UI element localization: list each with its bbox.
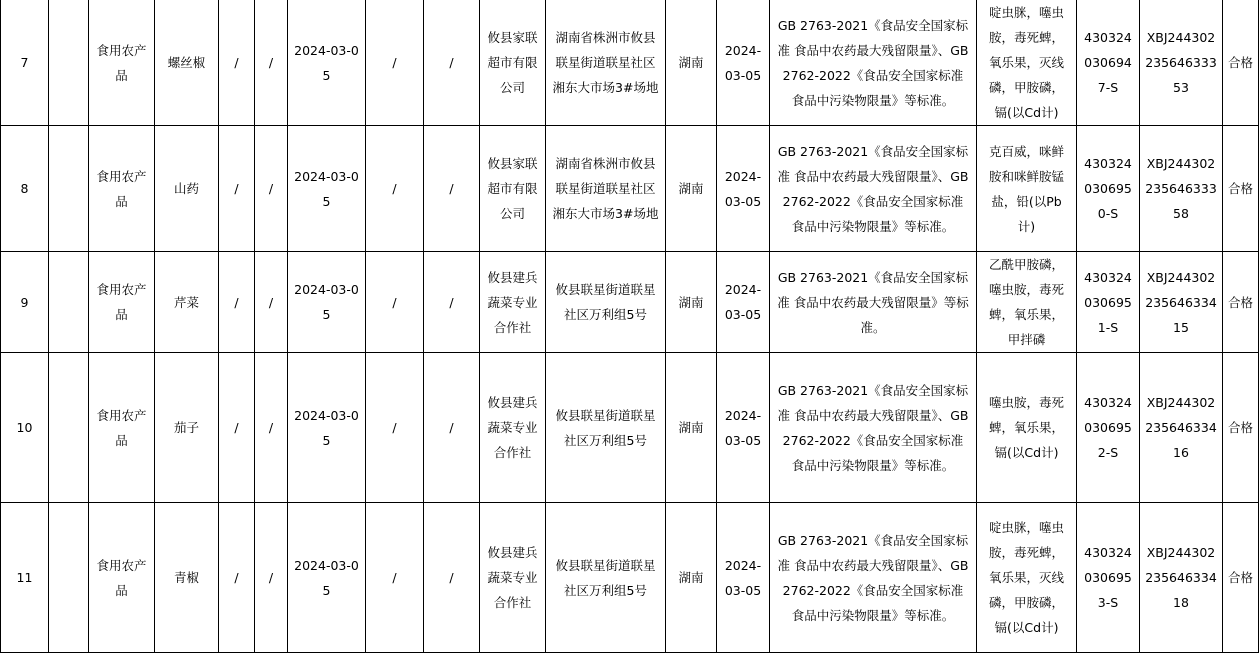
production-date: 2024-03-05	[288, 353, 366, 503]
inspection-standard: GB 2763-2021《食品安全国家标准 食品中农药最大残留限量》、GB 2762-2022《食品安全国家标准 食品中污染物限量》等标准。	[770, 353, 977, 503]
province: 湖南	[666, 0, 717, 126]
row-index: 7	[1, 0, 49, 126]
product-category: 食用农产品	[89, 126, 155, 252]
report-number: 4303240306951-S	[1077, 252, 1140, 353]
sampled-address: 攸县联星街道联星社区万利组5号	[546, 503, 666, 653]
sample-date: 2024-03-05	[717, 252, 770, 353]
sampled-company: 攸县建兵蔬菜专业合作社	[480, 353, 546, 503]
sampled-address: 攸县联星街道联星社区万利组5号	[546, 252, 666, 353]
sample-date: 2024-03-05	[717, 503, 770, 653]
sampled-company: 攸县家联超市有限公司	[480, 0, 546, 126]
brand-cell: /	[255, 126, 288, 252]
report-number: 4303240306950-S	[1077, 126, 1140, 252]
result: 合格	[1223, 0, 1259, 126]
product-category: 食用农产品	[89, 252, 155, 353]
empty-cell	[49, 252, 89, 353]
report-number: 4303240306952-S	[1077, 353, 1140, 503]
inspection-items: 啶虫脒，噻虫胺，毒死蜱，氧乐果，灭线磷，甲胺磷，镉(以Cd计)	[977, 0, 1077, 126]
sampled-company: 攸县建兵蔬菜专业合作社	[480, 252, 546, 353]
inspection-standard: GB 2763-2021《食品安全国家标准 食品中农药最大残留限量》、GB 2762-2022《食品安全国家标准 食品中污染物限量》等标准。	[770, 0, 977, 126]
sample-number: XBJ24430223564633415	[1140, 252, 1223, 353]
manufacturer-address-cell: /	[424, 0, 480, 126]
product-name: 螺丝椒	[155, 0, 219, 126]
spec-cell: /	[219, 252, 255, 353]
production-date: 2024-03-05	[288, 126, 366, 252]
province: 湖南	[666, 252, 717, 353]
sampled-address: 湖南省株洲市攸县联星街道联星社区湘东大市场3#场地	[546, 126, 666, 252]
sampled-company: 攸县家联超市有限公司	[480, 126, 546, 252]
manufacturer-cell: /	[366, 353, 424, 503]
result: 合格	[1223, 126, 1259, 252]
province: 湖南	[666, 503, 717, 653]
spec-cell: /	[219, 126, 255, 252]
inspection-standard: GB 2763-2021《食品安全国家标准 食品中农药最大残留限量》、GB 2762-2022《食品安全国家标准 食品中污染物限量》等标准。	[770, 503, 977, 653]
product-category: 食用农产品	[89, 503, 155, 653]
inspection-items: 啶虫脒，噻虫胺，毒死蜱，氧乐果，灭线磷，甲胺磷，镉(以Cd计)	[977, 503, 1077, 653]
manufacturer-address-cell: /	[424, 126, 480, 252]
province: 湖南	[666, 126, 717, 252]
report-number: 4303240306947-S	[1077, 0, 1140, 126]
manufacturer-cell: /	[366, 503, 424, 653]
brand-cell: /	[255, 0, 288, 126]
sample-date: 2024-03-05	[717, 126, 770, 252]
product-category: 食用农产品	[89, 0, 155, 126]
empty-cell	[49, 0, 89, 126]
sample-number: XBJ24430223564633416	[1140, 353, 1223, 503]
manufacturer-address-cell: /	[424, 252, 480, 353]
manufacturer-address-cell: /	[424, 353, 480, 503]
sampled-address: 攸县联星街道联星社区万利组5号	[546, 353, 666, 503]
sampled-company: 攸县建兵蔬菜专业合作社	[480, 503, 546, 653]
product-category: 食用农产品	[89, 353, 155, 503]
inspection-standard: GB 2763-2021《食品安全国家标准 食品中农药最大残留限量》、GB 2762-2022《食品安全国家标准 食品中污染物限量》等标准。	[770, 126, 977, 252]
row-index: 8	[1, 126, 49, 252]
product-name: 山药	[155, 126, 219, 252]
production-date: 2024-03-05	[288, 0, 366, 126]
product-name: 茄子	[155, 353, 219, 503]
brand-cell: /	[255, 252, 288, 353]
manufacturer-cell: /	[366, 126, 424, 252]
production-date: 2024-03-05	[288, 252, 366, 353]
result: 合格	[1223, 503, 1259, 653]
sample-date: 2024-03-05	[717, 0, 770, 126]
sample-date: 2024-03-05	[717, 353, 770, 503]
sample-number: XBJ24430223564633418	[1140, 503, 1223, 653]
empty-cell	[49, 503, 89, 653]
inspection-standard: GB 2763-2021《食品安全国家标准 食品中农药最大残留限量》等标准。	[770, 252, 977, 353]
product-name: 青椒	[155, 503, 219, 653]
spec-cell: /	[219, 0, 255, 126]
result: 合格	[1223, 353, 1259, 503]
row-index: 10	[1, 353, 49, 503]
report-number: 4303240306953-S	[1077, 503, 1140, 653]
result: 合格	[1223, 252, 1259, 353]
table-row	[1, 126, 1259, 252]
sampled-address: 湖南省株洲市攸县联星街道联星社区湘东大市场3#场地	[546, 0, 666, 126]
table-row	[1, 0, 1259, 126]
table-row	[1, 353, 1259, 503]
spec-cell: /	[219, 353, 255, 503]
row-index: 11	[1, 503, 49, 653]
sample-number: XBJ24430223564633358	[1140, 126, 1223, 252]
empty-cell	[49, 353, 89, 503]
row-index: 9	[1, 252, 49, 353]
spec-cell: /	[219, 503, 255, 653]
table-row	[1, 503, 1259, 653]
inspection-items: 乙酰甲胺磷，噻虫胺，毒死蜱，氧乐果，甲拌磷	[977, 252, 1077, 353]
province: 湖南	[666, 353, 717, 503]
inspection-items: 噻虫胺，毒死蜱，氧乐果，镉(以Cd计)	[977, 353, 1077, 503]
brand-cell: /	[255, 503, 288, 653]
production-date: 2024-03-05	[288, 503, 366, 653]
sample-number: XBJ24430223564633353	[1140, 0, 1223, 126]
manufacturer-cell: /	[366, 0, 424, 126]
table-row	[1, 252, 1259, 353]
manufacturer-cell: /	[366, 252, 424, 353]
inspection-items: 克百威，咪鲜胺和咪鲜胺锰盐，铅(以Pb计)	[977, 126, 1077, 252]
empty-cell	[49, 126, 89, 252]
manufacturer-address-cell: /	[424, 503, 480, 653]
product-name: 芹菜	[155, 252, 219, 353]
brand-cell: /	[255, 353, 288, 503]
